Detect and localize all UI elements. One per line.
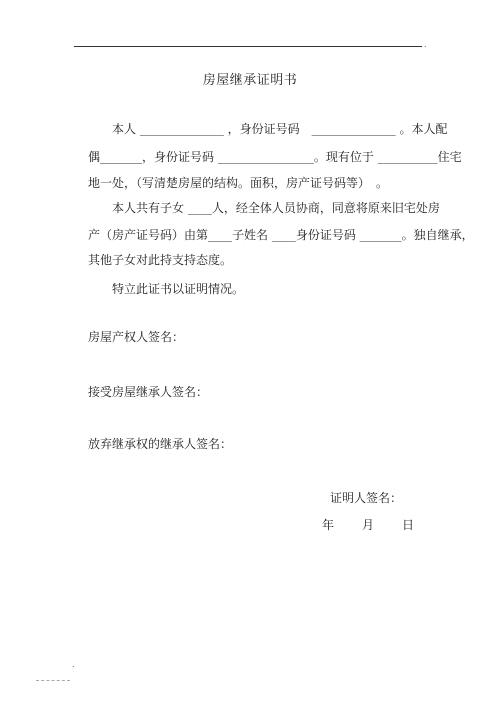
- corner-mark: .: [424, 40, 427, 49]
- paragraph-3: 特立此证书以证明情况。: [112, 282, 245, 296]
- paragraph-2-line-1: 本人共有子女 ____人，经全体人员协商，同意将原来旧宅处房: [112, 201, 440, 215]
- footer-rule: [36, 680, 70, 681]
- date-day: 日: [402, 518, 415, 532]
- date-month: 月: [362, 518, 375, 532]
- heir-signature-label: 接受房屋继承人签名：: [88, 385, 209, 399]
- paragraph-1-line-3: 地一处，（写清楚房屋的结构。面积，房产证号码等） 。: [88, 176, 389, 190]
- paragraph-1-line-2: 偶_______，身份证号码 ________________。现有位于 __________住宅: [88, 150, 462, 164]
- witness-signature-label: 证明人签名：: [330, 491, 403, 505]
- date-year: 年: [322, 518, 335, 532]
- date-line: [322, 516, 414, 533]
- paragraph-2-line-2: 产（房产证号码）由第____子姓名 ____身份证号码 _______。独自继承，: [88, 228, 474, 242]
- footer-mark: .: [72, 660, 75, 669]
- owner-signature-label: 房屋产权人签名：: [88, 330, 185, 344]
- paragraph-2-line-3: 其他子女对此持支持态度。: [88, 253, 233, 267]
- document-title: 房屋继承证明书: [202, 73, 298, 88]
- paragraph-1-line-1: 本人 ______________ ，身份证号码 ______________ 。本人配: [112, 122, 448, 136]
- waiver-signature-label: 放弃继承权的继承人签名：: [88, 437, 233, 451]
- header-rule: [74, 46, 422, 47]
